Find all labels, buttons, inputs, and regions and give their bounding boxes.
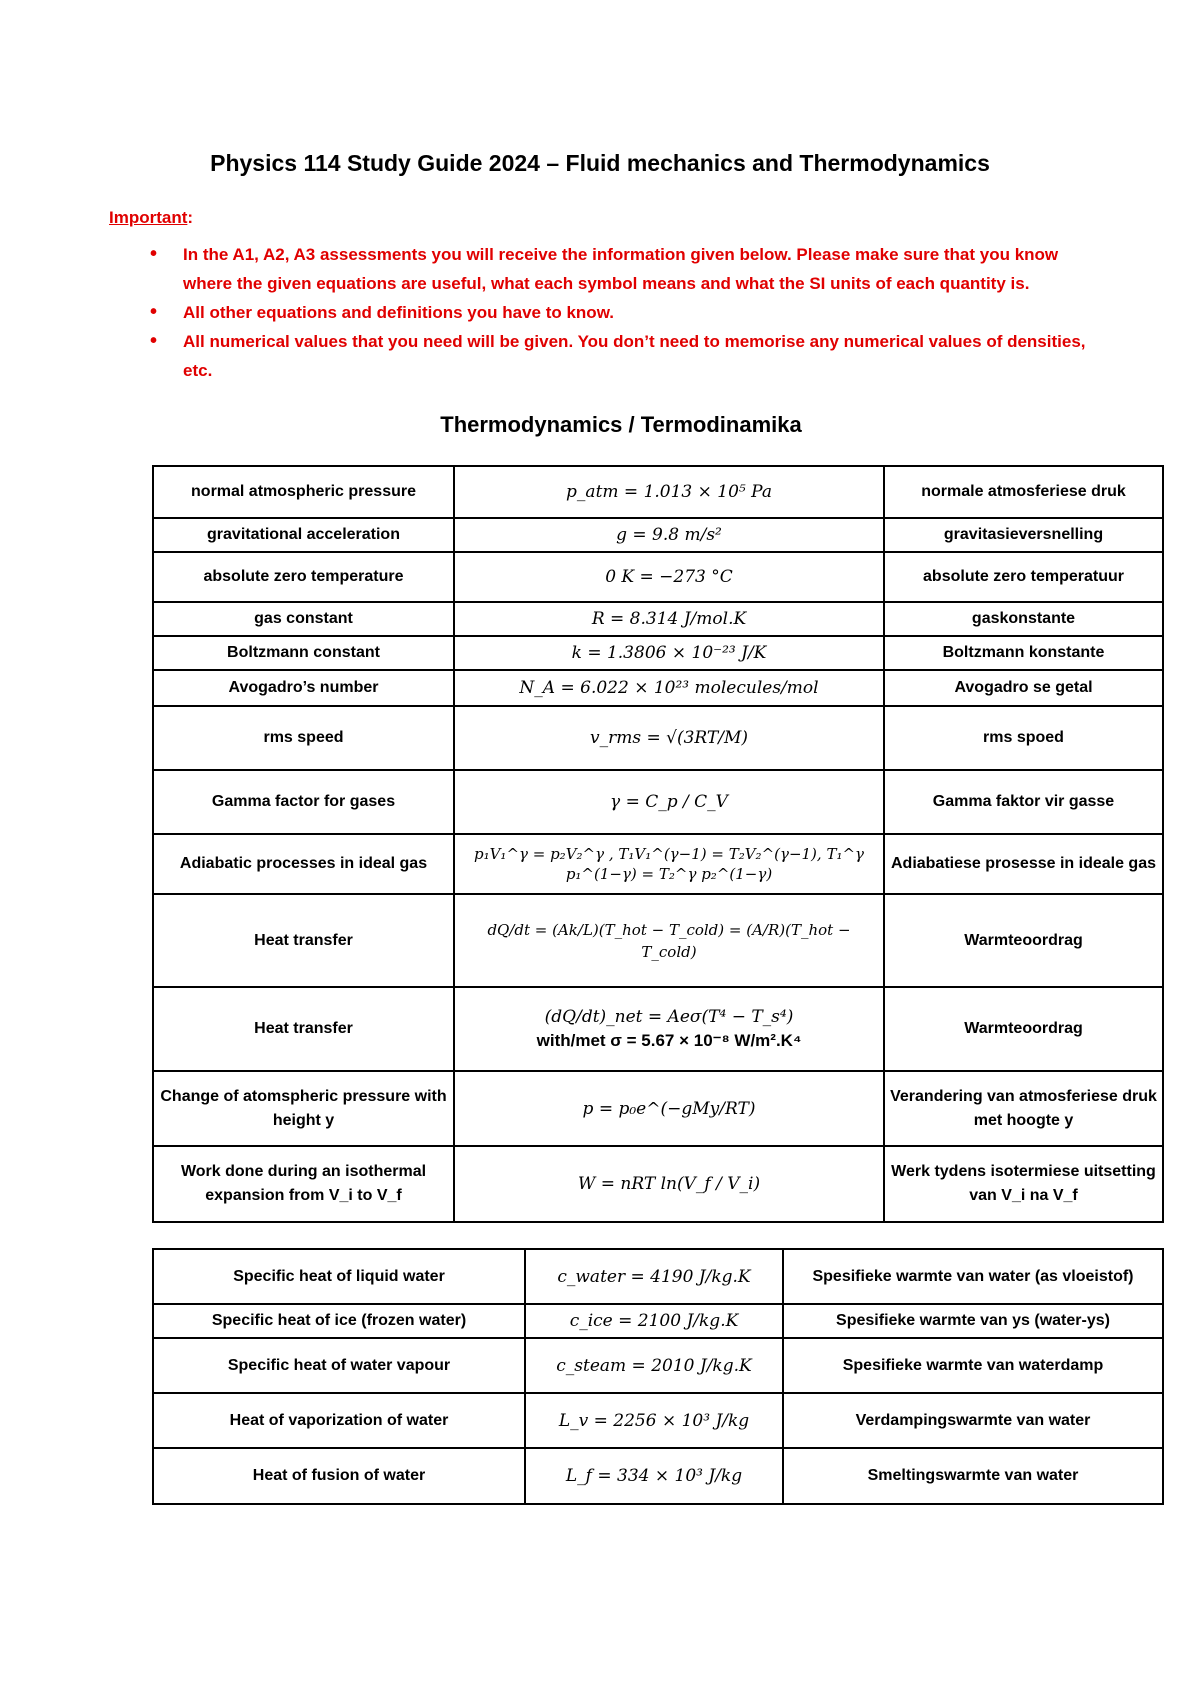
english-term: Specific heat of water vapour	[153, 1338, 525, 1393]
section-title: Thermodynamics / Termodinamika	[440, 412, 802, 437]
equation: N_A = 6.022 × 10²³ molecules/mol	[454, 670, 884, 706]
afrikaans-term: gravitasieversnelling	[884, 518, 1163, 552]
table-row	[153, 552, 1163, 602]
equation: dQ/dt = (Ak/L)(T_hot − T_cold) = (A/R)(T_hot − T_cold)	[454, 894, 884, 987]
table-row	[153, 1393, 1163, 1448]
equation-cell	[454, 987, 884, 1071]
english-term: Work done during an isothermal expansion from V_i to V_f	[153, 1146, 454, 1222]
afrikaans-term: Spesifieke warmte van waterdamp	[783, 1338, 1163, 1393]
afrikaans-term: absolute zero temperatuur	[884, 552, 1163, 602]
important-heading	[109, 208, 193, 228]
afrikaans-term: Boltzmann konstante	[884, 636, 1163, 670]
equation-note: with/met σ = 5.67 × 10⁻⁸ W/m².K⁴	[536, 1031, 802, 1050]
bullet-item: • In the A1, A2, A3 assessments you will receive the information given below. Please make sure that you know where the given equations are useful, what each symbol means and what the SI units of each quantity is.	[150, 240, 1110, 298]
english-term: Boltzmann constant	[153, 636, 454, 670]
equation: c_steam = 2010 J/kg.K	[525, 1338, 783, 1393]
afrikaans-term: Verandering van atmosferiese druk met hoogte y	[884, 1071, 1163, 1146]
equation: 0 K = −273 °C	[454, 552, 884, 602]
equation: v_rms = √(3RT/M)	[454, 706, 884, 770]
table-row	[153, 987, 1163, 1071]
equation: c_water = 4190 J/kg.K	[525, 1249, 783, 1304]
table-row	[153, 1448, 1163, 1504]
english-term: Heat of fusion of water	[153, 1448, 525, 1504]
afrikaans-term: Warmteoordrag	[884, 894, 1163, 987]
equation: p = p₀e^(−gMy/RT)	[454, 1071, 884, 1146]
afrikaans-term: Adiabatiese prosesse in ideale gas	[884, 834, 1163, 894]
bullet-item: • All numerical values that you need will be given. You don’t need to memorise any numerical values of densities, etc.	[150, 327, 1110, 385]
important-bullet-list	[150, 240, 1110, 385]
water-properties-table	[152, 1248, 1164, 1505]
important-colon: :	[187, 208, 194, 227]
english-term: Gamma factor for gases	[153, 770, 454, 834]
equation: L_f = 334 × 10³ J/kg	[525, 1448, 783, 1504]
table-row	[153, 706, 1163, 770]
afrikaans-term: Warmteoordrag	[884, 987, 1163, 1071]
thermodynamics-constants-table	[152, 465, 1164, 1223]
equation: γ = C_p / C_V	[454, 770, 884, 834]
equation: c_ice = 2100 J/kg.K	[525, 1304, 783, 1338]
english-term: Specific heat of ice (frozen water)	[153, 1304, 525, 1338]
table-row	[153, 1249, 1163, 1304]
table-row	[153, 518, 1163, 552]
page-title: Physics 114 Study Guide 2024 – Fluid mechanics and Thermodynamics	[210, 150, 990, 176]
afrikaans-term: normale atmosferiese druk	[884, 466, 1163, 518]
afrikaans-term: Verdampingswarmte van water	[783, 1393, 1163, 1448]
english-term: gravitational acceleration	[153, 518, 454, 552]
equation: W = nRT ln(V_f / V_i)	[454, 1146, 884, 1222]
afrikaans-term: gaskonstante	[884, 602, 1163, 636]
table-row	[153, 1304, 1163, 1338]
english-term: normal atmospheric pressure	[153, 466, 454, 518]
afrikaans-term: Spesifieke warmte van water (as vloeistof)	[783, 1249, 1163, 1304]
table-row	[153, 1071, 1163, 1146]
afrikaans-term: Avogadro se getal	[884, 670, 1163, 706]
table-row	[153, 1338, 1163, 1393]
english-term: Adiabatic processes in ideal gas	[153, 834, 454, 894]
english-term: absolute zero temperature	[153, 552, 454, 602]
english-term: Heat transfer	[153, 987, 454, 1071]
equation: k = 1.3806 × 10⁻²³ J/K	[454, 636, 884, 670]
equation: g = 9.8 m/s²	[454, 518, 884, 552]
afrikaans-term: rms spoed	[884, 706, 1163, 770]
bullet-item: • All other equations and definitions you have to know.	[150, 298, 1110, 327]
table-row	[153, 670, 1163, 706]
important-label: Important	[109, 208, 188, 227]
table-row	[153, 636, 1163, 670]
english-term: Avogadro’s number	[153, 670, 454, 706]
afrikaans-term: Smeltingswarmte van water	[783, 1448, 1163, 1504]
english-term: Heat of vaporization of water	[153, 1393, 525, 1448]
english-term: rms speed	[153, 706, 454, 770]
table-row	[153, 602, 1163, 636]
english-term: Change of atomspheric pressure with height y	[153, 1071, 454, 1146]
table-row	[153, 834, 1163, 894]
afrikaans-term: Gamma faktor vir gasse	[884, 770, 1163, 834]
afrikaans-term: Werk tydens isotermiese uitsetting van V_i na V_f	[884, 1146, 1163, 1222]
english-term: Specific heat of liquid water	[153, 1249, 525, 1304]
equation: R = 8.314 J/mol.K	[454, 602, 884, 636]
english-term: Heat transfer	[153, 894, 454, 987]
equation: p_atm = 1.013 × 10⁵ Pa	[454, 466, 884, 518]
table-row	[153, 466, 1163, 518]
afrikaans-term: Spesifieke warmte van ys (water-ys)	[783, 1304, 1163, 1338]
table-row	[153, 1146, 1163, 1222]
table-row	[153, 770, 1163, 834]
table-row	[153, 894, 1163, 987]
equation: p₁V₁^γ = p₂V₂^γ , T₁V₁^(γ−1) = T₂V₂^(γ−1), T₁^γ p₁^(1−γ) = T₂^γ p₂^(1−γ)	[454, 834, 884, 894]
equation: L_v = 2256 × 10³ J/kg	[525, 1393, 783, 1448]
english-term: gas constant	[153, 602, 454, 636]
equation: (dQ/dt)_net = Aeσ(T⁴ − T_s⁴)	[544, 1007, 794, 1027]
